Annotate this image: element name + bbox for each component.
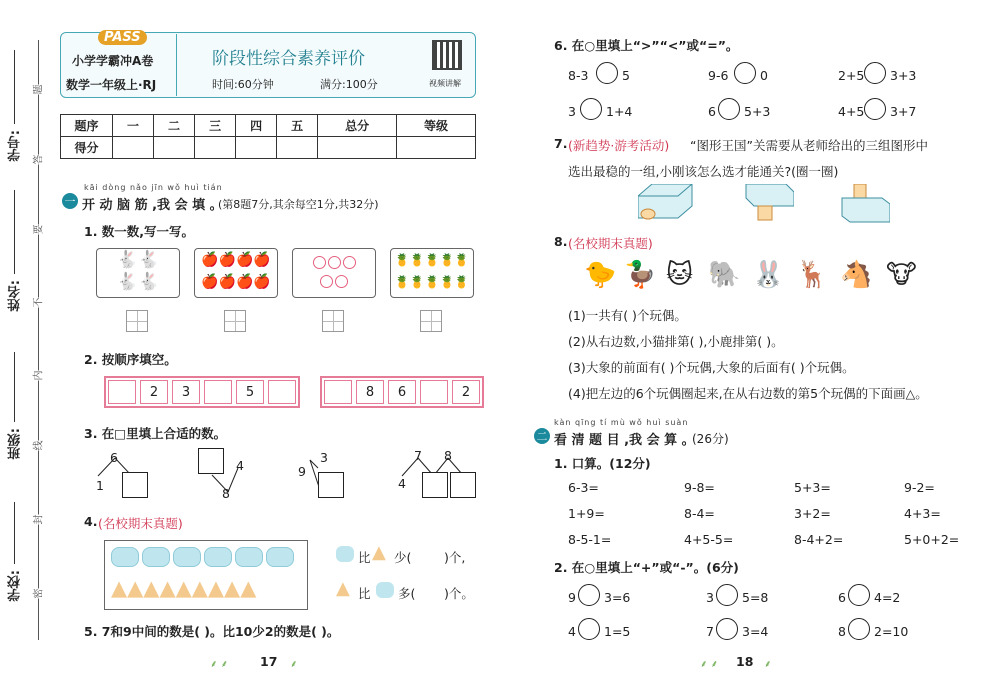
q8-sub2: (2)从右边数,小猫排第( ),小鹿排第( )。 [568,334,784,349]
q6-left: 6 [708,104,716,119]
toy-rabbit: 🐰 [752,260,785,290]
q3-num: 9 [298,464,306,479]
id-label: 学号: [8,130,23,162]
seal-char: 内 [30,371,45,381]
q5-text: 5. 7和9中间的数是( )。比10少2的数是( )。 [84,624,340,639]
table-cell: 二 [154,115,195,137]
q1-label: 1. 数一数,写一写。 [84,224,195,239]
op-right: 3=6 [604,590,631,605]
leaf-icon: ⸙ [764,659,772,670]
table-cell: 五 [277,115,318,137]
q7-text: “图形王国”关需要从老师给出的三组图形中 [690,138,928,153]
seal-char: 不 [30,298,45,308]
toy-horse: 🐴 [840,260,873,290]
class-line [14,352,15,422]
seal-char: 密 [30,589,45,599]
video-label: 视频讲解 [429,79,461,88]
calc-item[interactable]: 4+3= [904,506,941,521]
q6-right: 0 [760,68,768,83]
toy-cow: 🐮 [886,260,917,290]
calc-item[interactable]: 8-4+2= [794,532,844,547]
section1-pinyin: kāi dòng nǎo jīn wǒ huì tián [84,183,223,192]
q3-num: 8 [444,448,452,463]
answer-box[interactable] [122,472,148,498]
sequence-b [320,376,484,408]
seq-cell: 3 [172,380,200,404]
seq-cell[interactable] [324,380,352,404]
count-box-rabbits: 🐇🐇 🐇🐇 [96,248,180,298]
school-line [14,502,15,564]
section2-pinyin: kàn qīng tí mù wǒ huì suàn [554,418,689,427]
operator-circle[interactable] [848,584,870,606]
calc-item[interactable]: 5+3= [794,480,831,495]
op-left: 8 [838,624,846,639]
score-label: 满分:100分 [320,78,378,91]
q6-left: 9-6 [708,68,729,83]
score-table [60,114,476,159]
cylinder-icon [376,582,394,598]
seal-char: 线 [30,441,45,451]
operator-circle[interactable] [848,618,870,640]
q3-num: 3 [320,450,328,465]
q6-right: 5+3 [744,104,771,119]
op-right: 5=8 [742,590,769,605]
table-cell: 四 [236,115,277,137]
id-line [14,50,15,124]
table-cell: 一 [113,115,154,137]
answer-grid[interactable] [224,310,246,332]
q2-label: 2. 按顺序填空。 [84,352,177,367]
q6-right: 1+4 [606,104,633,119]
q4-compare: 少( [394,550,412,565]
shape-group-1[interactable] [638,184,694,224]
page-title: 阶段性综合素养评价 [212,49,365,69]
calc-item[interactable]: 1+9= [568,506,605,521]
table-cell: 三 [195,115,236,137]
op-right: 2=10 [874,624,909,639]
answer-box[interactable] [450,472,476,498]
sequence-a [104,376,300,408]
calc-item[interactable]: 9-2= [904,480,935,495]
answer-grid[interactable] [322,310,344,332]
toy-elephant: 🐘 [708,260,741,290]
calc-item[interactable]: 4+5-5= [684,532,734,547]
qr-code-icon[interactable] [432,40,462,70]
brand-name: 小学学霸冲A卷 [72,54,154,68]
shape-group-3[interactable] [834,184,890,224]
pass-logo: PASS [98,30,147,45]
page-number-right: 18 [736,654,754,669]
operator-circle[interactable] [578,584,600,606]
time-label: 时间:60分钟 [212,78,274,91]
toy-cat: 🐱 [666,260,694,290]
q6-right: 5 [622,68,630,83]
seq-cell[interactable] [420,380,448,404]
header-divider [176,34,177,96]
section2-title: 看 清 题 目 ,我 会 算 。 [554,433,695,448]
table-cell: 得分 [61,137,113,159]
compare-circle[interactable] [596,62,618,84]
q4-compare: )个。 [444,586,474,601]
seq-cell[interactable] [108,380,136,404]
cylinder-icon [336,546,354,562]
class-label: 班级: [8,428,23,460]
op-right: 1=5 [604,624,631,639]
calc-item[interactable]: 5+0+2= [904,532,960,547]
seal-char: 答 [30,155,45,165]
name-label: 姓名: [8,280,23,312]
q6-left: 2+5 [838,68,865,83]
seq-cell[interactable] [268,380,296,404]
q3-label: 3. 在□里填上合适的数。 [84,426,227,441]
toy-deer: 🦌 [796,260,829,290]
operator-circle[interactable] [578,618,600,640]
op-left: 6 [838,590,846,605]
q8-sub1: (1)一共有( )个玩偶。 [568,308,687,323]
count-box-apples: 🍎🍎🍎🍎 🍎🍎🍎🍎 [194,248,278,298]
q3-num: 1 [96,478,104,493]
op-left: 3 [706,590,714,605]
op-left: 9 [568,590,576,605]
shape-group-2[interactable] [738,184,794,224]
section2-note: (26分) [692,432,729,446]
binding-line [38,40,39,640]
score-cell[interactable] [397,137,476,159]
leaf-icon: ⸙ [290,659,298,670]
calc-item[interactable]: 6-3= [568,480,599,495]
seq-cell[interactable] [204,380,232,404]
q6-right: 3+3 [890,68,917,83]
q4-compare: 比 [358,586,371,601]
score-cell[interactable] [236,137,277,159]
q6-left: 3 [568,104,576,119]
toy-chick: 🐤 [584,260,617,290]
seq-cell: 5 [236,380,264,404]
shapes-box: ▲▲▲▲▲▲▲▲▲ [104,540,308,610]
section1-title: 开 动 脑 筋 ,我 会 填 。 [82,198,223,213]
compare-circle[interactable] [734,62,756,84]
score-cell[interactable] [318,137,397,159]
score-cell[interactable] [195,137,236,159]
operator-circle[interactable] [716,584,738,606]
k2-label: 2. 在○里填上“+”或“-”。(6分) [554,560,739,575]
section1-note: (第8题7分,其余每空1分,共32分) [218,198,379,211]
q4-tag: (名校期末真题) [98,516,183,531]
answer-grid[interactable] [126,310,148,332]
section2-badge: 二 [534,428,550,444]
compare-circle[interactable] [718,98,740,120]
calc-item[interactable]: 3+2= [794,506,831,521]
q4-label: 4. [84,514,98,529]
table-cell: 题序 [61,115,113,137]
school-label: 学校: [8,570,23,602]
compare-circle[interactable] [580,98,602,120]
leaf-icon: ⸙ ⸙ [210,659,229,670]
seq-cell: 2 [140,380,168,404]
seal-char: 题 [30,85,45,95]
q8-sub4: (4)把左边的6个玩偶圈起来,在从右边数的第5个玩偶的下面画△。 [568,386,928,401]
name-line [14,190,15,274]
compare-circle[interactable] [864,62,886,84]
q3-num: 7 [414,448,422,463]
answer-box[interactable] [318,472,344,498]
seq-cell: 6 [388,380,416,404]
q4-compare: )个, [444,550,466,565]
answer-grid[interactable] [420,310,442,332]
count-box-circles [292,248,376,298]
seal-char: 封 [30,515,45,525]
op-right: 4=2 [874,590,901,605]
section1-badge: 一 [62,193,78,209]
seal-char: 要 [30,225,45,235]
score-cell[interactable] [154,137,195,159]
calc-item[interactable]: 9-8= [684,480,715,495]
op-left: 7 [706,624,714,639]
triangle-icon: ▲ [372,542,386,563]
calc-item[interactable]: 8-5-1= [568,532,612,547]
q8-sub3: (3)大象的前面有( )个玩偶,大象的后面有( )个玩偶。 [568,360,855,375]
q7-label: 7. [554,136,568,151]
q3-num: 4 [398,476,406,491]
count-box-pineapples: 🍍🍍🍍🍍🍍 🍍🍍🍍🍍🍍 [390,248,474,298]
table-cell: 总分 [318,115,397,137]
calc-item[interactable]: 8-4= [684,506,715,521]
answer-box[interactable] [422,472,448,498]
compare-circle[interactable] [864,98,886,120]
answer-box[interactable] [198,448,224,474]
q6-left: 4+5 [838,104,865,119]
q3-num: 8 [222,486,230,501]
triangle-icon: ▲ [336,578,350,599]
page-number-left: 17 [260,654,278,669]
operator-circle[interactable] [716,618,738,640]
op-left: 4 [568,624,576,639]
q3-num: 6 [110,450,118,465]
k1-label: 1. 口算。(12分) [554,456,651,471]
table-cell: 等级 [397,115,476,137]
q6-label: 6. 在○里填上“>”“<”或“=”。 [554,38,739,53]
op-right: 3=4 [742,624,769,639]
score-cell[interactable] [113,137,154,159]
score-cell[interactable] [277,137,318,159]
seq-cell: 8 [356,380,384,404]
q3-num: 4 [236,458,244,473]
grade-label: 数学一年级上·RJ [66,78,157,92]
q7-text: 选出最稳的一组,小刚该怎么选才能通关?(圈一圈) [568,164,839,179]
q6-left: 8-3 [568,68,589,83]
q8-tag: (名校期末真题) [568,236,653,251]
q7-tag: (新趋势·游考活动) [568,138,670,153]
q4-compare: 比 [358,550,371,565]
q8-label: 8. [554,234,568,249]
seq-cell: 2 [452,380,480,404]
toy-duck: 🦆 [624,260,657,290]
q6-right: 3+7 [890,104,917,119]
leaf-icon: ⸙ ⸙ [700,659,719,670]
q4-compare: 多( [398,586,416,601]
